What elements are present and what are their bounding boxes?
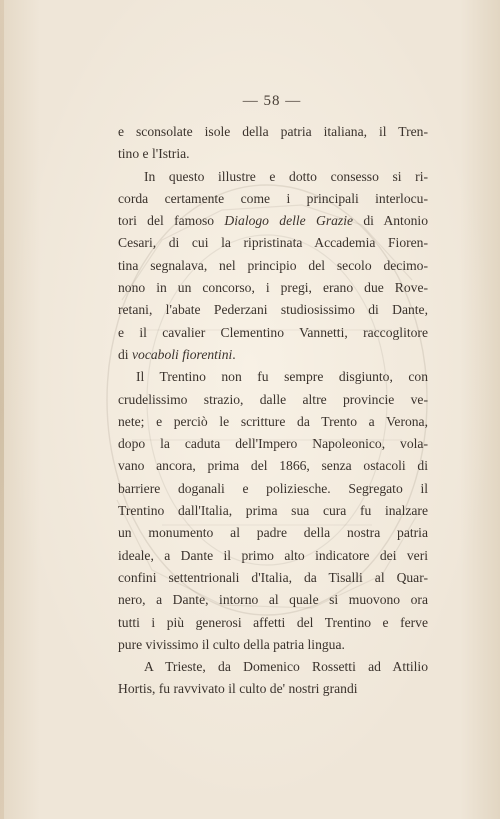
text-line: Trentino dall'Italia, prima sua cura fu inalzare — [118, 503, 428, 519]
text-line: tino e l'Istria. — [118, 146, 190, 162]
text-line: corda certamente come i principali interlocu- — [118, 190, 428, 206]
page-number: — 58 — — [242, 93, 302, 109]
text-line: In questo illustre e dotto consesso si ri- — [144, 168, 428, 184]
italic-title: Dialogo delle Grazie — [224, 213, 354, 229]
text-line: nete; e perciò le scritture da Trento a Verona, — [118, 413, 428, 429]
text-segment: tori del famoso — [118, 213, 225, 229]
text-line: Il Trentino non fu sempre disgiunto, con — [136, 369, 428, 385]
body-text — [118, 121, 428, 701]
text-line: A Trieste, da Domenico Rossetti ad Attilio — [144, 659, 428, 675]
text-line: vano ancora, prima del 1866, senza ostacoli di — [118, 458, 428, 474]
paragraph — [118, 166, 428, 367]
text-line: nero, a Dante, intorno al quale si muovono ora — [118, 592, 428, 608]
paragraph — [118, 366, 428, 656]
page-edge — [0, 0, 4, 819]
italic-title: vocaboli fiorentini — [131, 346, 233, 362]
paragraph — [118, 656, 428, 701]
text-line: ideale, a Dante il primo alto indicatore dei veri — [118, 547, 428, 563]
text-line: Cesari, di cui la ripristinata Accademia Fioren- — [118, 235, 428, 251]
text-line: nono in un concorso, i pregi, erano due Rove- — [118, 280, 428, 296]
text-line: dopo la caduta dell'Impero Napoleonico, vola- — [118, 436, 428, 452]
paragraph — [118, 121, 428, 166]
text-line: confini settentrionali d'Italia, da Tisalli al Quar- — [118, 569, 428, 585]
text-line: tina segnalava, nel principio del secolo decimo- — [118, 257, 428, 273]
text-line: e sconsolate isole della patria italiana, il Tren- — [118, 124, 428, 139]
text-line: e il cavalier Clementino Vannetti, raccoglitore — [118, 324, 428, 340]
text-line — [118, 344, 428, 366]
text-line: retani, l'abate Pederzani studiosissimo di Dante, — [118, 302, 428, 318]
text-line: Hortis, fu ravvivato il culto de' nostri grandi — [118, 681, 358, 697]
text-line — [118, 210, 428, 232]
text-line: un monumento al padre della nostra patria — [118, 525, 428, 541]
text-segment: . — [232, 346, 236, 362]
text-line: pure vivissimo il culto della patria lingua. — [118, 636, 345, 652]
text-line: tutti i più generosi affetti del Trentino e ferve — [118, 614, 428, 630]
text-segment: di — [118, 346, 132, 362]
text-line: crudelissimo strazio, dalle altre provincie ve- — [118, 391, 428, 407]
text-segment: di Antonio — [353, 213, 429, 229]
text-line: barriere doganali e poliziesche. Segregato il — [118, 480, 428, 496]
